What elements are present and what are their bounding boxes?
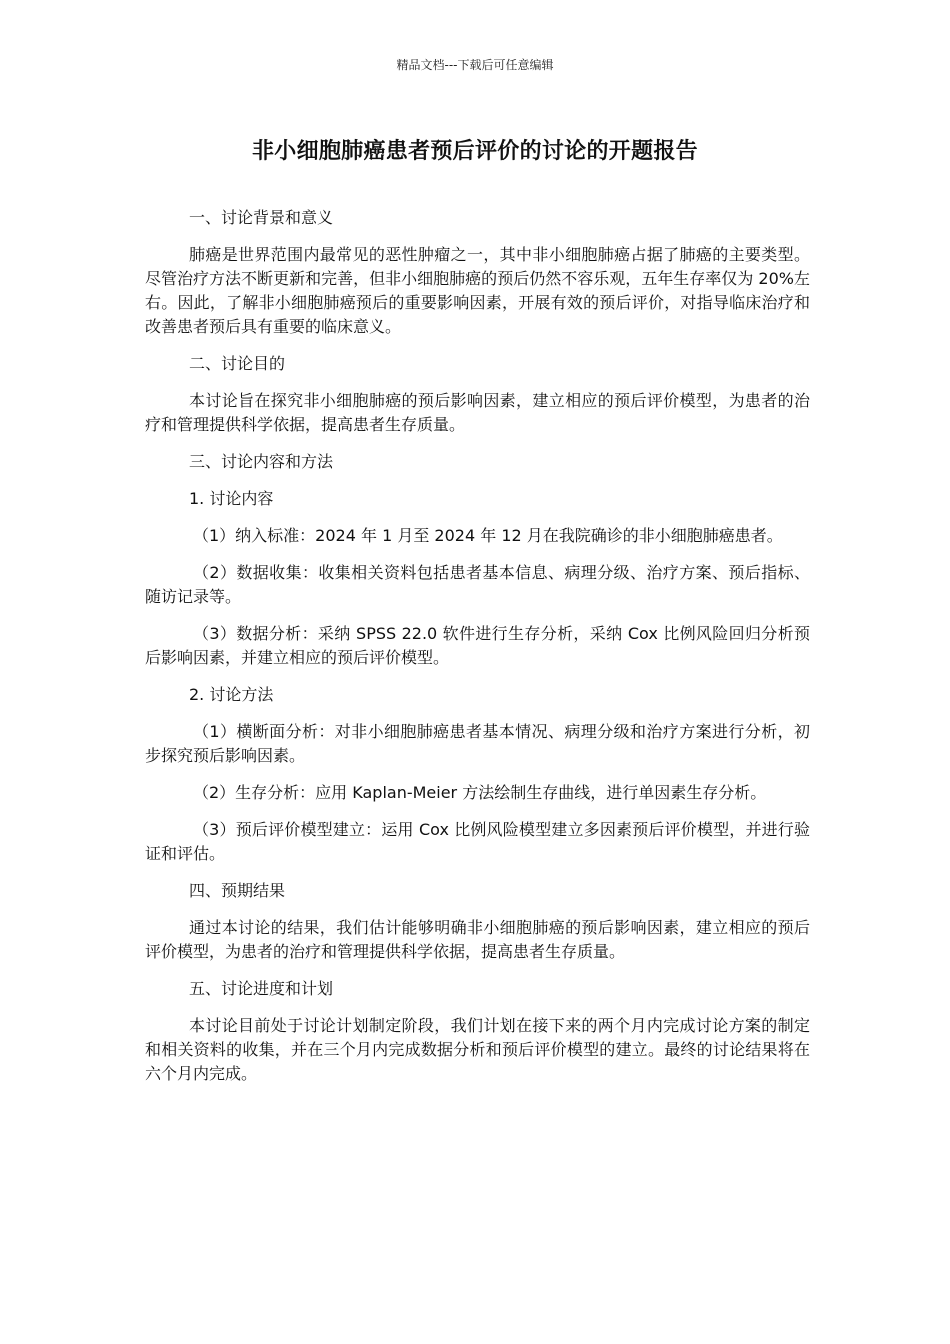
- method-item-model: （3）预后评价模型建立：运用 Cox 比例风险模型建立多因素预后评价模型，并进行验证和评估。: [145, 820, 810, 863]
- method-item-survival: （2）生存分析：应用 Kaplan-Meier 方法绘制生存曲线，进行单因素生存分析。: [193, 783, 767, 802]
- section-text-background: 肺癌是世界范围内最常见的恶性肿瘤之一，其中非小细胞肺癌占据了肺癌的主要类型。尽管治疗方法不断更新和完善，但非小细胞肺癌的预后仍然不容乐观，五年生存率仅为 20%左右。因此，了解非小细胞肺癌预后的重要影响因素，开展有效的预后评价，对指导临床治疗和改善患者预后具有重要的临床意义。: [145, 245, 810, 336]
- content-item-data-analysis: （3）数据分析：采纳 SPSS 22.0 软件进行生存分析，采纳 Cox 比例风险回归分析预后影响因素，并建立相应的预后评价模型。: [145, 624, 810, 667]
- document-title: 非小细胞肺癌患者预后评价的讨论的开题报告: [251, 139, 698, 164]
- subsection-heading-methods: 2. 讨论方法: [189, 685, 274, 704]
- document-body: [145, 206, 810, 1099]
- page-header: 精品文档---下载后可任意编辑: [396, 58, 554, 72]
- section-heading-purpose: 二、讨论目的: [189, 354, 286, 373]
- section-text-schedule: 本讨论目前处于讨论计划制定阶段，我们计划在接下来的两个月内完成讨论方案的制定和相关资料的收集，并在三个月内完成数据分析和预后评价模型的建立。最终的讨论结果将在六个月内完成。: [145, 1016, 810, 1083]
- content-item-inclusion: （1）纳入标准：2024 年 1 月至 2024 年 12 月在我院确诊的非小细胞肺癌患者。: [193, 526, 783, 545]
- section-heading-background: 一、讨论背景和意义: [189, 208, 334, 227]
- section-heading-expected: 四、预期结果: [189, 881, 286, 900]
- content-item-data-collection: （2）数据收集：收集相关资料包括患者基本信息、病理分级、治疗方案、预后指标、随访记录等。: [145, 563, 810, 606]
- section-text-expected: 通过本讨论的结果，我们估计能够明确非小细胞肺癌的预后影响因素，建立相应的预后评价模型，为患者的治疗和管理提供科学依据，提高患者生存质量。: [145, 918, 810, 961]
- section-text-purpose: 本讨论旨在探究非小细胞肺癌的预后影响因素，建立相应的预后评价模型，为患者的治疗和管理提供科学依据，提高患者生存质量。: [145, 391, 810, 434]
- section-heading-content-methods: 三、讨论内容和方法: [189, 452, 334, 471]
- section-heading-schedule: 五、讨论进度和计划: [189, 979, 334, 998]
- method-item-cross-sectional: （1）横断面分析：对非小细胞肺癌患者基本情况、病理分级和治疗方案进行分析，初步探究预后影响因素。: [145, 722, 810, 765]
- subsection-heading-content: 1. 讨论内容: [189, 489, 274, 508]
